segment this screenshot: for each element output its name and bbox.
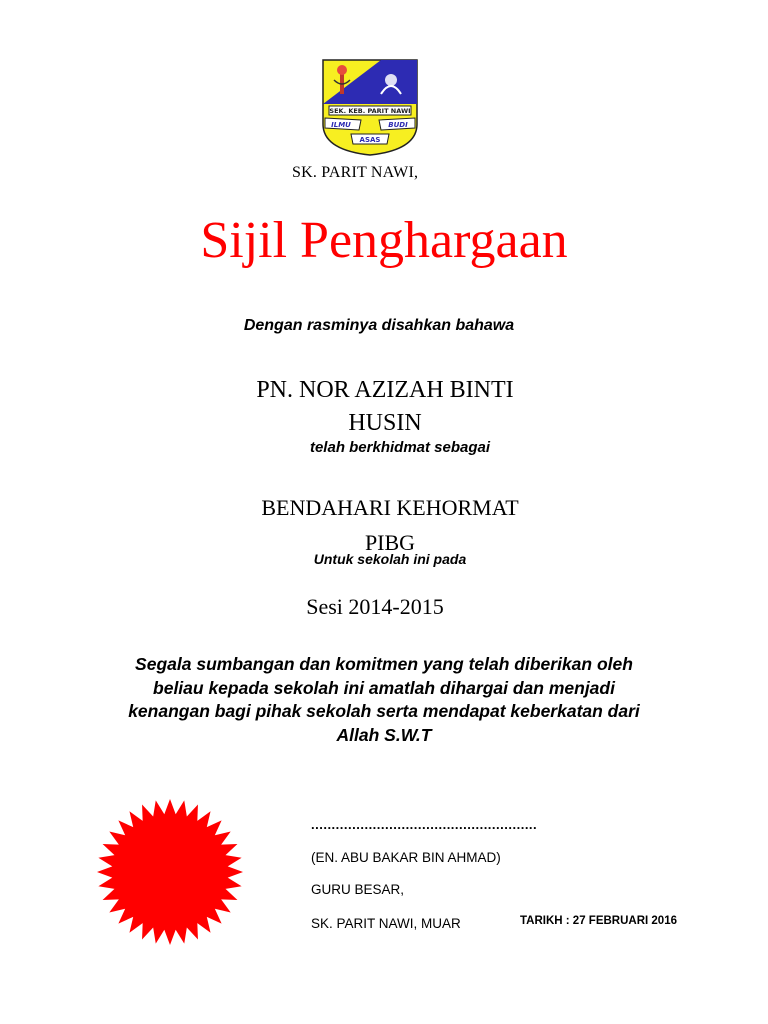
served-as-text: telah berkhidmat sebagai bbox=[309, 439, 491, 456]
appreciation-line: kenangan bagi pihak sekolah serta mendapat keberkatan dari bbox=[128, 701, 640, 721]
appreciation-line: beliau kepada sekolah ini amatlah dihargai dan menjadi bbox=[153, 677, 615, 698]
svg-text:SEK. KEB. PARIT NAWI: SEK. KEB. PARIT NAWI bbox=[329, 107, 411, 115]
signatory-title: GURU BESAR, bbox=[311, 882, 405, 897]
signatory-name: (EN. ABU BAKAR BIN AHMAD) bbox=[311, 850, 501, 865]
recipient-name-line1: PN. NOR AZIZAH BINTI bbox=[256, 377, 514, 403]
intro-text: Dengan rasminya disahkan bahawa bbox=[243, 317, 515, 334]
signatory-school: SK. PARIT NAWI, MUAR bbox=[311, 916, 461, 931]
session-text: Sesi 2014-2015 bbox=[306, 594, 444, 619]
recipient-name bbox=[230, 374, 540, 440]
certificate-date: TARIKH : 27 FEBRUARI 2016 bbox=[520, 915, 677, 927]
for-school-text: Untuk sekolah ini pada bbox=[313, 551, 467, 567]
appreciation-line: Segala sumbangan dan komitmen yang telah diberikan oleh bbox=[135, 654, 633, 674]
certificate-title: Sijil Penghargaan bbox=[200, 212, 568, 269]
svg-text:ASAS: ASAS bbox=[359, 136, 381, 144]
position-line2: PIBG bbox=[364, 530, 416, 555]
position-title bbox=[225, 490, 555, 560]
svg-text:ILMU: ILMU bbox=[331, 121, 351, 129]
recipient-name-line2: HUSIN bbox=[348, 410, 422, 436]
signature-line: ....................................................... bbox=[311, 817, 538, 832]
appreciation-line: Allah S.W.T bbox=[336, 724, 432, 745]
svg-text:BUDI: BUDI bbox=[388, 121, 408, 129]
red-seal-icon bbox=[95, 797, 245, 947]
school-crest-icon bbox=[321, 58, 419, 156]
position-line1: BENDAHARI KEHORMAT bbox=[261, 495, 519, 520]
appreciation-paragraph bbox=[88, 653, 680, 747]
school-name-heading: SK. PARIT NAWI, bbox=[292, 164, 419, 181]
